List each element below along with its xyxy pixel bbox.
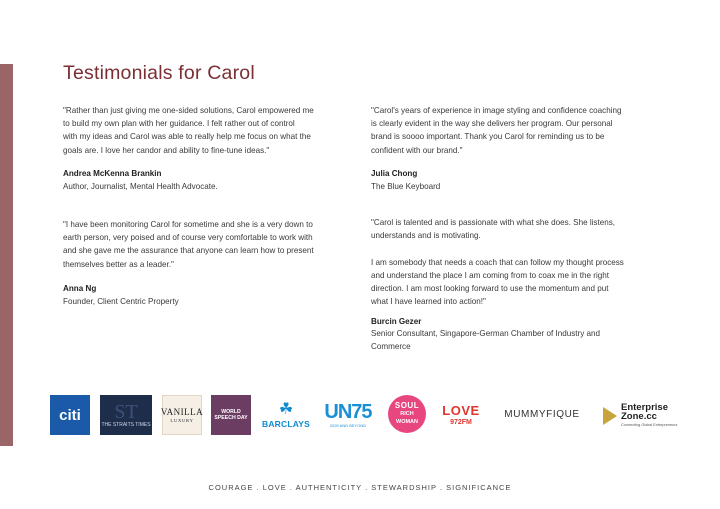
straits-times-logo <box>100 395 152 435</box>
love-972fm-logo <box>438 398 484 432</box>
eagle-icon: ☘ <box>278 401 294 418</box>
vanilla-logo-subtext: LUXURY <box>170 418 194 423</box>
partner-logos <box>50 394 700 438</box>
un75-logo <box>322 396 374 432</box>
testimonial-role: Founder, Client Centric Property <box>63 297 179 306</box>
testimonial-name: Andrea McKenna Brankin <box>63 169 162 178</box>
soul-rich-woman-logo <box>388 395 426 433</box>
un75-logo-text: UN75 <box>324 400 372 423</box>
un75-logo-subtext: 2020 AND BEYOND <box>329 422 367 428</box>
vanilla-logo-text: VANILLA <box>160 407 204 417</box>
mummyfique-logo-text: MUMMYFIQUE <box>504 408 580 420</box>
testimonial-role: Senior Consultant, Singapore-German Chamber of Industry and Commerce <box>371 329 600 352</box>
citi-logo-text: citi <box>59 406 81 424</box>
love-frequency-text: 972FM <box>450 418 472 426</box>
mummyfique-logo <box>497 403 587 425</box>
rich-logo-text: RICH <box>400 411 414 417</box>
citi-logo <box>50 395 90 435</box>
straits-times-logo-text: THE STRAITS TIMES <box>101 422 151 428</box>
barclays-logo <box>262 396 310 434</box>
world-speech-day-logo-text: WORLD SPEECH DAY <box>214 409 248 421</box>
testimonial-name: Julia Chong <box>371 169 418 178</box>
testimonial-quote: "Carol's years of experience in image styling and confidence coaching is clearly evident in the way she delivers her program. Our personal brand is soooo important. Thank you Carol for reminding us to be confident with our brand." <box>371 106 622 155</box>
soul-logo-text: SOUL <box>394 401 420 410</box>
enterprise-zone-tagline: Connecting Global Entrepreneurs <box>621 422 678 427</box>
testimonial-name: Burcin Gezer <box>371 317 422 326</box>
testimonial-role: The Blue Keyboard <box>371 182 441 191</box>
enterprise-logo-text: Enterprise <box>621 401 668 413</box>
straits-times-monogram: ST <box>114 401 138 423</box>
testimonial-quote: "Carol is talented and is passionate with what she does. She listens, understands and is motivating. I am somebody that needs a coach that can follow my thought process and understand the place I am coming from to coax me in the right direction. I am most looking forward to use the momentum and put what I have learned into action!" <box>371 218 624 307</box>
testimonial-quote: "I have been monitoring Carol for sometime and she is a very down to earth person, very poised and of course very comfortable to work with and she gave me the assurance that anyone can learn how to present themselves better as a leader." <box>63 220 314 269</box>
accent-side-bar <box>0 64 13 446</box>
love-logo-text: LOVE <box>442 402 480 418</box>
enterprise-zone-logo <box>603 402 683 430</box>
world-speech-day-logo <box>211 395 251 435</box>
triangle-icon <box>603 407 617 425</box>
testimonial-name: Anna Ng <box>63 284 97 293</box>
testimonial-quote: "Rather than just giving me one-sided solutions, Carol empowered me to build my own plan with her guidance. I felt rather out of control with my ideas and Carol was able to really help me focus on what the goals are. I love her candor and ability to fine-tune ideas." <box>63 106 314 155</box>
footer-values: COURAGE . LOVE . AUTHENTICITY . STEWARDSHIP . SIGNIFICANCE <box>208 483 512 492</box>
woman-logo-text: WOMAN <box>396 419 418 425</box>
vanilla-luxury-logo <box>162 395 202 435</box>
zone-logo-text: Zone.cc <box>621 410 657 422</box>
testimonial-role: Author, Journalist, Mental Health Advocate. <box>63 182 218 191</box>
barclays-logo-text: BARCLAYS <box>261 419 311 429</box>
page-title: Testimonials for Carol <box>63 62 255 84</box>
